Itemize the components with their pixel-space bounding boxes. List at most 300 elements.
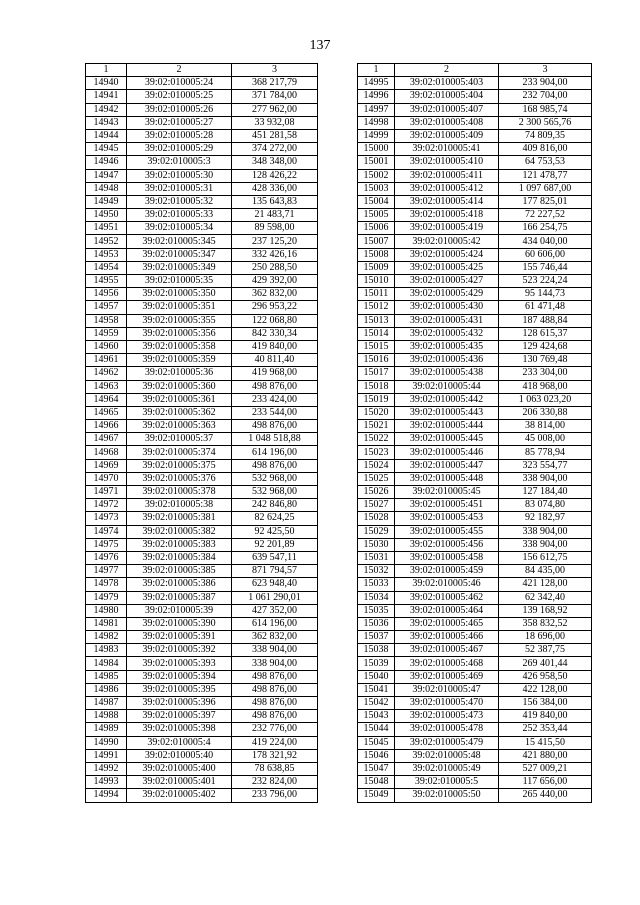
value-cell: 128 426,22	[232, 169, 318, 182]
table-row	[358, 314, 592, 327]
cadastral-number-cell: 39:02:010005:37	[127, 433, 232, 446]
cadastral-number-cell: 39:02:010005:359	[127, 354, 232, 367]
cadastral-number-cell: 39:02:010005:408	[395, 116, 499, 129]
row-number-cell: 14985	[86, 670, 127, 683]
table-row	[358, 670, 592, 683]
cadastral-number-cell: 39:02:010005:431	[395, 314, 499, 327]
cadastral-number-cell: 39:02:010005:410	[395, 156, 499, 169]
row-number-cell: 15010	[358, 275, 395, 288]
value-cell: 296 953,22	[232, 301, 318, 314]
value-cell: 233 544,00	[232, 406, 318, 419]
table-row	[86, 644, 318, 657]
cadastral-number-cell: 39:02:010005:25	[127, 90, 232, 103]
row-number-cell: 15047	[358, 762, 395, 775]
value-cell: 18 696,00	[499, 631, 592, 644]
table-row	[86, 736, 318, 749]
cadastral-number-cell: 39:02:010005:478	[395, 723, 499, 736]
table-row	[86, 367, 318, 380]
table-row	[358, 156, 592, 169]
table-row	[358, 723, 592, 736]
cadastral-number-cell: 39:02:010005:397	[127, 710, 232, 723]
table-row	[86, 301, 318, 314]
row-number-cell: 15019	[358, 393, 395, 406]
value-cell: 409 816,00	[499, 143, 592, 156]
table-row	[358, 776, 592, 789]
cadastral-number-cell: 39:02:010005:390	[127, 617, 232, 630]
value-cell: 419 224,00	[232, 736, 318, 749]
table-row	[86, 288, 318, 301]
row-number-cell: 14971	[86, 486, 127, 499]
row-number-cell: 15048	[358, 776, 395, 789]
cadastral-number-cell: 39:02:010005:394	[127, 670, 232, 683]
table-row	[86, 380, 318, 393]
row-number-cell: 15000	[358, 143, 395, 156]
table-row	[86, 314, 318, 327]
row-number-cell: 14983	[86, 644, 127, 657]
cadastral-number-cell: 39:02:010005:351	[127, 301, 232, 314]
value-cell: 121 478,77	[499, 169, 592, 182]
row-number-cell: 14970	[86, 472, 127, 485]
value-cell: 178 321,92	[232, 749, 318, 762]
table-row	[86, 762, 318, 775]
cadastral-number-cell: 39:02:010005:466	[395, 631, 499, 644]
row-number-cell: 14989	[86, 723, 127, 736]
table-row	[358, 578, 592, 591]
row-number-cell: 14984	[86, 657, 127, 670]
table-row	[358, 762, 592, 775]
value-cell: 95 144,73	[499, 288, 592, 301]
value-cell: 61 471,48	[499, 301, 592, 314]
value-cell: 614 196,00	[232, 617, 318, 630]
value-cell: 639 547,11	[232, 551, 318, 564]
value-cell: 74 809,35	[499, 129, 592, 142]
table-row	[86, 156, 318, 169]
value-cell: 38 814,00	[499, 420, 592, 433]
value-cell: 623 948,40	[232, 578, 318, 591]
cadastral-number-cell: 39:02:010005:398	[127, 723, 232, 736]
row-number-cell: 14986	[86, 683, 127, 696]
cadastral-number-cell: 39:02:010005:455	[395, 525, 499, 538]
value-cell: 842 330,34	[232, 327, 318, 340]
value-cell: 72 227,52	[499, 209, 592, 222]
row-number-cell: 14952	[86, 235, 127, 248]
row-number-cell: 15014	[358, 327, 395, 340]
row-number-cell: 15003	[358, 182, 395, 195]
value-cell: 527 009,21	[499, 762, 592, 775]
value-cell: 338 904,00	[499, 538, 592, 551]
table-row	[86, 617, 318, 630]
cadastral-number-cell: 39:02:010005:361	[127, 393, 232, 406]
table-row	[358, 420, 592, 433]
cadastral-number-cell: 39:02:010005:424	[395, 248, 499, 261]
row-number-cell: 14978	[86, 578, 127, 591]
table-row	[358, 261, 592, 274]
value-cell: 277 962,00	[232, 103, 318, 116]
table-row	[86, 723, 318, 736]
table-row	[358, 459, 592, 472]
row-number-cell: 14998	[358, 116, 395, 129]
value-cell: 84 435,00	[499, 565, 592, 578]
table-row	[86, 789, 318, 802]
cadastral-number-cell: 39:02:010005:24	[127, 77, 232, 90]
value-cell: 233 304,00	[499, 367, 592, 380]
value-cell: 498 876,00	[232, 459, 318, 472]
value-cell: 871 794,57	[232, 565, 318, 578]
row-number-cell: 14961	[86, 354, 127, 367]
value-cell: 265 440,00	[499, 789, 592, 802]
row-number-cell: 14994	[86, 789, 127, 802]
table-row	[358, 631, 592, 644]
value-cell: 498 876,00	[232, 670, 318, 683]
value-cell: 82 624,25	[232, 512, 318, 525]
table-row	[358, 710, 592, 723]
row-number-cell: 14946	[86, 156, 127, 169]
value-cell: 427 352,00	[232, 604, 318, 617]
row-number-cell: 15049	[358, 789, 395, 802]
cadastral-number-cell: 39:02:010005:419	[395, 222, 499, 235]
column-header-cadastral: 2	[395, 64, 499, 77]
table-row	[358, 380, 592, 393]
value-cell: 252 353,44	[499, 723, 592, 736]
value-cell: 2 300 565,76	[499, 116, 592, 129]
value-cell: 89 598,00	[232, 222, 318, 235]
cadastral-number-cell: 39:02:010005:376	[127, 472, 232, 485]
column-header-cadastral: 2	[127, 64, 232, 77]
row-number-cell: 15033	[358, 578, 395, 591]
cadastral-number-cell: 39:02:010005:404	[395, 90, 499, 103]
cadastral-number-cell: 39:02:010005:381	[127, 512, 232, 525]
value-cell: 368 217,79	[232, 77, 318, 90]
row-number-cell: 15046	[358, 749, 395, 762]
cadastral-number-cell: 39:02:010005:41	[395, 143, 499, 156]
cadastral-number-cell: 39:02:010005:350	[127, 288, 232, 301]
value-cell: 83 074,80	[499, 499, 592, 512]
table-row	[358, 195, 592, 208]
table-row	[358, 209, 592, 222]
value-cell: 332 426,16	[232, 248, 318, 261]
value-cell: 92 182,97	[499, 512, 592, 525]
row-number-cell: 14988	[86, 710, 127, 723]
row-number-cell: 14968	[86, 446, 127, 459]
table-row	[86, 129, 318, 142]
row-number-cell: 14953	[86, 248, 127, 261]
value-cell: 122 068,80	[232, 314, 318, 327]
column-header-value: 3	[499, 64, 592, 77]
cadastral-number-cell: 39:02:010005:27	[127, 116, 232, 129]
value-cell: 523 224,24	[499, 275, 592, 288]
cadastral-number-cell: 39:02:010005:374	[127, 446, 232, 459]
cadastral-number-cell: 39:02:010005:42	[395, 235, 499, 248]
cadastral-number-cell: 39:02:010005:395	[127, 683, 232, 696]
cadastral-number-cell: 39:02:010005:427	[395, 275, 499, 288]
row-number-cell: 15005	[358, 209, 395, 222]
left-register-table	[85, 63, 318, 803]
value-cell: 498 876,00	[232, 380, 318, 393]
cadastral-number-cell: 39:02:010005:355	[127, 314, 232, 327]
cadastral-number-cell: 39:02:010005:458	[395, 551, 499, 564]
table-row	[358, 288, 592, 301]
value-cell: 358 832,52	[499, 617, 592, 630]
table-row	[86, 116, 318, 129]
value-cell: 128 615,37	[499, 327, 592, 340]
value-cell: 233 904,00	[499, 77, 592, 90]
row-number-cell: 15044	[358, 723, 395, 736]
table-row	[86, 406, 318, 419]
row-number-cell: 15036	[358, 617, 395, 630]
value-cell: 338 904,00	[499, 525, 592, 538]
value-cell: 187 488,84	[499, 314, 592, 327]
cadastral-number-cell: 39:02:010005:386	[127, 578, 232, 591]
table-row	[86, 143, 318, 156]
value-cell: 338 904,00	[499, 472, 592, 485]
table-row	[358, 222, 592, 235]
cadastral-number-cell: 39:02:010005:445	[395, 433, 499, 446]
cadastral-number-cell: 39:02:010005:407	[395, 103, 499, 116]
table-row	[86, 248, 318, 261]
value-cell: 92 425,50	[232, 525, 318, 538]
value-cell: 419 840,00	[499, 710, 592, 723]
row-number-cell: 15015	[358, 340, 395, 353]
table-row	[358, 538, 592, 551]
row-number-cell: 15029	[358, 525, 395, 538]
table-row	[358, 789, 592, 802]
row-number-cell: 15042	[358, 697, 395, 710]
cadastral-number-cell: 39:02:010005:3	[127, 156, 232, 169]
header-row	[358, 64, 592, 77]
value-cell: 250 288,50	[232, 261, 318, 274]
table-row	[86, 657, 318, 670]
cadastral-number-cell: 39:02:010005:356	[127, 327, 232, 340]
value-cell: 155 746,44	[499, 261, 592, 274]
table-row	[358, 551, 592, 564]
cadastral-number-cell: 39:02:010005:360	[127, 380, 232, 393]
row-number-cell: 14947	[86, 169, 127, 182]
value-cell: 21 483,71	[232, 209, 318, 222]
row-number-cell: 14993	[86, 776, 127, 789]
table-row	[358, 129, 592, 142]
table-row	[358, 116, 592, 129]
value-cell: 62 342,40	[499, 591, 592, 604]
cadastral-number-cell: 39:02:010005:383	[127, 538, 232, 551]
value-cell: 1 061 290,01	[232, 591, 318, 604]
row-number-cell: 14977	[86, 565, 127, 578]
row-number-cell: 14990	[86, 736, 127, 749]
column-header-number: 1	[358, 64, 395, 77]
column-header-number: 1	[86, 64, 127, 77]
table-row	[358, 143, 592, 156]
cadastral-number-cell: 39:02:010005:28	[127, 129, 232, 142]
table-row	[358, 565, 592, 578]
value-cell: 40 811,40	[232, 354, 318, 367]
row-number-cell: 14958	[86, 314, 127, 327]
cadastral-number-cell: 39:02:010005:402	[127, 789, 232, 802]
table-row	[358, 749, 592, 762]
table-row	[358, 301, 592, 314]
table-row	[358, 644, 592, 657]
table-row	[358, 275, 592, 288]
cadastral-number-cell: 39:02:010005:39	[127, 604, 232, 617]
header-row	[86, 64, 318, 77]
table-row	[358, 367, 592, 380]
row-number-cell: 14940	[86, 77, 127, 90]
table-row	[86, 420, 318, 433]
value-cell: 177 825,01	[499, 195, 592, 208]
cadastral-number-cell: 39:02:010005:430	[395, 301, 499, 314]
value-cell: 233 796,00	[232, 789, 318, 802]
row-number-cell: 14944	[86, 129, 127, 142]
cadastral-number-cell: 39:02:010005:453	[395, 512, 499, 525]
table-row	[86, 749, 318, 762]
table-row	[358, 683, 592, 696]
value-cell: 323 554,77	[499, 459, 592, 472]
table-row	[86, 591, 318, 604]
table-row	[358, 433, 592, 446]
row-number-cell: 15022	[358, 433, 395, 446]
table-row	[86, 235, 318, 248]
value-cell: 130 769,48	[499, 354, 592, 367]
value-cell: 532 968,00	[232, 472, 318, 485]
cadastral-number-cell: 39:02:010005:378	[127, 486, 232, 499]
row-number-cell: 14995	[358, 77, 395, 90]
row-number-cell: 15034	[358, 591, 395, 604]
row-number-cell: 14949	[86, 195, 127, 208]
value-cell: 422 128,00	[499, 683, 592, 696]
value-cell: 426 958,50	[499, 670, 592, 683]
value-cell: 237 125,20	[232, 235, 318, 248]
value-cell: 498 876,00	[232, 710, 318, 723]
row-number-cell: 14943	[86, 116, 127, 129]
table-row	[358, 182, 592, 195]
table-row	[86, 209, 318, 222]
value-cell: 168 985,74	[499, 103, 592, 116]
table-row	[86, 525, 318, 538]
table-row	[86, 327, 318, 340]
row-number-cell: 15007	[358, 235, 395, 248]
table-row	[86, 459, 318, 472]
table-row	[358, 604, 592, 617]
table-row	[86, 631, 318, 644]
cadastral-number-cell: 39:02:010005:479	[395, 736, 499, 749]
right-register-table	[357, 63, 592, 803]
row-number-cell: 15006	[358, 222, 395, 235]
value-cell: 1 063 023,20	[499, 393, 592, 406]
table-row	[86, 433, 318, 446]
cadastral-number-cell: 39:02:010005:33	[127, 209, 232, 222]
row-number-cell: 14969	[86, 459, 127, 472]
cadastral-number-cell: 39:02:010005:432	[395, 327, 499, 340]
row-number-cell: 15032	[358, 565, 395, 578]
row-number-cell: 14981	[86, 617, 127, 630]
table-row	[358, 169, 592, 182]
value-cell: 1 097 687,00	[499, 182, 592, 195]
row-number-cell: 15024	[358, 459, 395, 472]
table-row	[358, 393, 592, 406]
cadastral-number-cell: 39:02:010005:4	[127, 736, 232, 749]
row-number-cell: 15045	[358, 736, 395, 749]
cadastral-number-cell: 39:02:010005:468	[395, 657, 499, 670]
row-number-cell: 14965	[86, 406, 127, 419]
cadastral-number-cell: 39:02:010005:429	[395, 288, 499, 301]
table-row	[86, 275, 318, 288]
row-number-cell: 15026	[358, 486, 395, 499]
cadastral-number-cell: 39:02:010005:44	[395, 380, 499, 393]
cadastral-number-cell: 39:02:010005:403	[395, 77, 499, 90]
row-number-cell: 14999	[358, 129, 395, 142]
row-number-cell: 14979	[86, 591, 127, 604]
cadastral-number-cell: 39:02:010005:396	[127, 697, 232, 710]
row-number-cell: 14966	[86, 420, 127, 433]
cadastral-number-cell: 39:02:010005:35	[127, 275, 232, 288]
value-cell: 1 048 518,88	[232, 433, 318, 446]
value-cell: 135 643,83	[232, 195, 318, 208]
table-row	[86, 261, 318, 274]
table-row	[358, 697, 592, 710]
row-number-cell: 15037	[358, 631, 395, 644]
table-row	[358, 340, 592, 353]
value-cell: 92 201,89	[232, 538, 318, 551]
cadastral-number-cell: 39:02:010005:414	[395, 195, 499, 208]
cadastral-number-cell: 39:02:010005:446	[395, 446, 499, 459]
cadastral-number-cell: 39:02:010005:438	[395, 367, 499, 380]
cadastral-number-cell: 39:02:010005:469	[395, 670, 499, 683]
cadastral-number-cell: 39:02:010005:470	[395, 697, 499, 710]
row-number-cell: 15039	[358, 657, 395, 670]
value-cell: 64 753,53	[499, 156, 592, 169]
value-cell: 374 272,00	[232, 143, 318, 156]
row-number-cell: 14973	[86, 512, 127, 525]
table-row	[86, 486, 318, 499]
row-number-cell: 15040	[358, 670, 395, 683]
cadastral-number-cell: 39:02:010005:392	[127, 644, 232, 657]
value-cell: 434 040,00	[499, 235, 592, 248]
cadastral-number-cell: 39:02:010005:5	[395, 776, 499, 789]
cadastral-number-cell: 39:02:010005:444	[395, 420, 499, 433]
row-number-cell: 14967	[86, 433, 127, 446]
value-cell: 117 656,00	[499, 776, 592, 789]
table-row	[86, 499, 318, 512]
row-number-cell: 14991	[86, 749, 127, 762]
table-row	[358, 591, 592, 604]
row-number-cell: 14955	[86, 275, 127, 288]
value-cell: 498 876,00	[232, 683, 318, 696]
cadastral-number-cell: 39:02:010005:358	[127, 340, 232, 353]
row-number-cell: 14960	[86, 340, 127, 353]
table-row	[86, 182, 318, 195]
value-cell: 127 184,40	[499, 486, 592, 499]
value-cell: 52 387,75	[499, 644, 592, 657]
table-row	[86, 77, 318, 90]
value-cell: 614 196,00	[232, 446, 318, 459]
cadastral-number-cell: 39:02:010005:345	[127, 235, 232, 248]
value-cell: 129 424,68	[499, 340, 592, 353]
value-cell: 371 784,00	[232, 90, 318, 103]
table-row	[358, 77, 592, 90]
cadastral-number-cell: 39:02:010005:462	[395, 591, 499, 604]
cadastral-number-cell: 39:02:010005:425	[395, 261, 499, 274]
row-number-cell: 14964	[86, 393, 127, 406]
row-number-cell: 15017	[358, 367, 395, 380]
cadastral-number-cell: 39:02:010005:400	[127, 762, 232, 775]
value-cell: 242 846,80	[232, 499, 318, 512]
value-cell: 139 168,92	[499, 604, 592, 617]
cadastral-number-cell: 39:02:010005:443	[395, 406, 499, 419]
table-row	[358, 525, 592, 538]
value-cell: 85 778,94	[499, 446, 592, 459]
cadastral-number-cell: 39:02:010005:47	[395, 683, 499, 696]
cadastral-number-cell: 39:02:010005:26	[127, 103, 232, 116]
value-cell: 362 832,00	[232, 288, 318, 301]
row-number-cell: 14942	[86, 103, 127, 116]
